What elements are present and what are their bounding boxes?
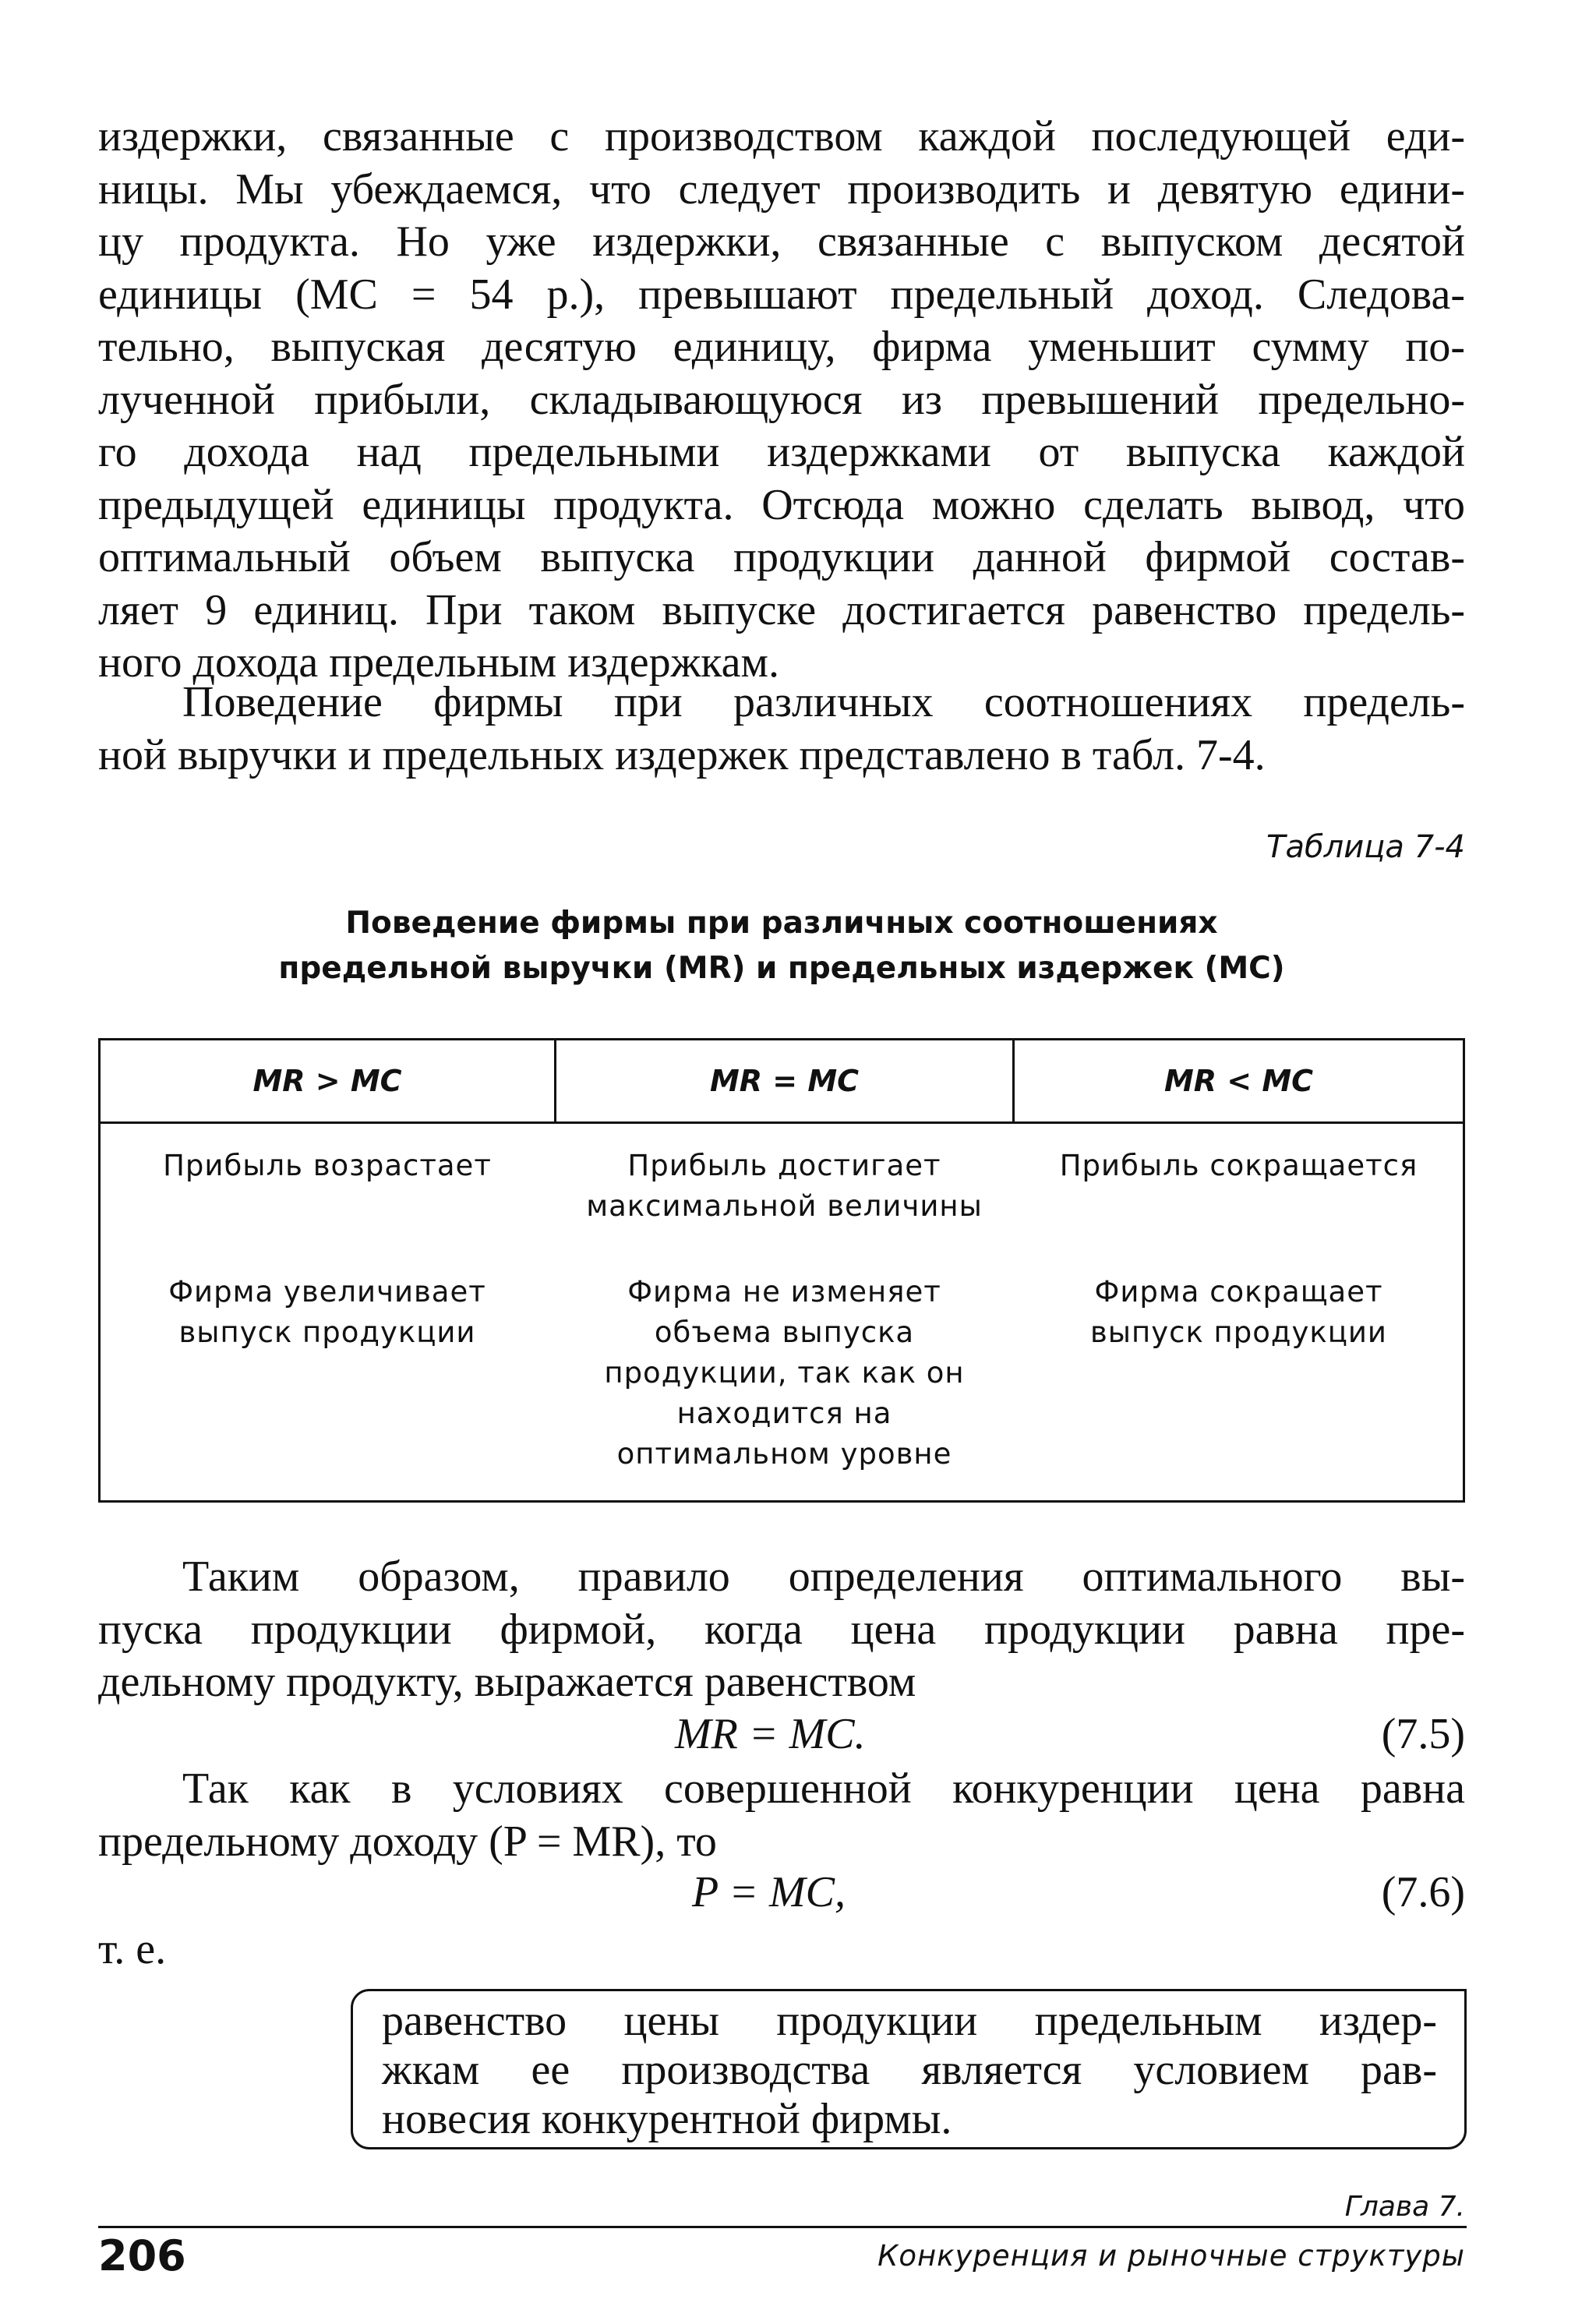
table-header-cell: MR = MC bbox=[709, 1064, 860, 1098]
text-line: предельному доходу (P = MR), то bbox=[98, 1817, 717, 1866]
table-title-line: предельной выручки (MR) и предельных издержек (MC) bbox=[278, 951, 1285, 986]
paragraph-3 bbox=[98, 1551, 1465, 1709]
table-cell bbox=[556, 1272, 1012, 1475]
text-line: предыдущей единицы продукта. Отсюда можно сделать вывод, что bbox=[98, 480, 1465, 529]
text-line: пуска продукции фирмой, когда цена продукции равна пре- bbox=[98, 1605, 1465, 1654]
table-header-row bbox=[101, 1040, 1463, 1124]
text-line: жкам ее производства является условием рав- bbox=[382, 2046, 1437, 2094]
cell-line: Прибыль сокращается bbox=[1059, 1149, 1418, 1182]
text-line: дельному продукту, выражается равенством bbox=[98, 1658, 916, 1706]
text-line: равенство цены продукции предельным издер- bbox=[382, 1997, 1437, 2045]
table-cell bbox=[101, 1272, 554, 1353]
cell-line: выпуск продукции bbox=[1090, 1316, 1387, 1349]
text-line: лученной прибыли, складывающуюся из превышений предельно- bbox=[98, 375, 1465, 424]
table-header-cell: MR < MC bbox=[1163, 1064, 1314, 1098]
text-line: Так как в условиях совершенной конкуренции цена равна bbox=[182, 1764, 1465, 1813]
cell-line: максимальной величины bbox=[586, 1189, 983, 1223]
cell-line: оптимальном уровне bbox=[616, 1437, 952, 1471]
text-line: оптимальный объем выпуска продукции данной фирмой состав- bbox=[98, 533, 1465, 581]
cell-line: объема выпуска bbox=[654, 1316, 915, 1349]
cell-line: выпуск продукции bbox=[178, 1316, 476, 1349]
cell-line: Прибыль возрастает bbox=[163, 1149, 492, 1182]
table-label: Таблица 7-4 bbox=[1266, 829, 1465, 865]
cell-line: Прибыль достигает bbox=[627, 1149, 941, 1182]
text-line: ляет 9 единиц. При таком выпуске достигается равенство предель- bbox=[98, 585, 1465, 634]
footer-chapter-title: Конкуренция и рыночные структуры bbox=[877, 2239, 1465, 2273]
cell-line: находится на bbox=[676, 1397, 892, 1430]
table-cell bbox=[1015, 1272, 1463, 1353]
table-cell bbox=[1015, 1146, 1463, 1186]
equation-number: (7.6) bbox=[1381, 1868, 1465, 1916]
text-line: ного дохода предельным издержкам. bbox=[98, 638, 779, 687]
rule-box-text bbox=[382, 1997, 1437, 2144]
paragraph-1 bbox=[98, 111, 1465, 690]
footer-divider bbox=[98, 2226, 1467, 2228]
text-line: Поведение фирмы при различных соотношениях предель- bbox=[182, 678, 1465, 726]
page-number: 206 bbox=[98, 2231, 186, 2280]
text-line: Таким образом, правило определения оптимального вы- bbox=[182, 1552, 1465, 1601]
equation-formula: P = MC, bbox=[692, 1868, 846, 1916]
table-header-cell: MR > MC bbox=[252, 1064, 402, 1098]
text-line: новесия конкурентной фирмы. bbox=[382, 2095, 952, 2143]
paragraph-2 bbox=[98, 676, 1465, 782]
text-line: го дохода над предельными издержками от выпуска каждой bbox=[98, 428, 1465, 476]
text-line: тельно, выпуская десятую единицу, фирма уменьшит сумму по- bbox=[98, 323, 1465, 371]
cell-line: продукции, так как он bbox=[604, 1356, 965, 1390]
text-line: ной выручки и предельных издержек представлено в табл. 7-4. bbox=[98, 730, 1266, 779]
table-cell bbox=[556, 1146, 1012, 1227]
te-abbreviation: т. е. bbox=[98, 1925, 167, 1973]
text-line: цу продукта. Но уже издержки, связанные с выпуском десятой bbox=[98, 217, 1465, 266]
text-line: ницы. Мы убеждаемся, что следует производить и девятую едини- bbox=[98, 164, 1465, 214]
text-line: единицы (MC = 54 р.), превышают предельный доход. Следова- bbox=[98, 270, 1465, 319]
equation-number: (7.5) bbox=[1381, 1710, 1465, 1758]
table-title bbox=[98, 901, 1465, 991]
footer-chapter: Глава 7. bbox=[1344, 2191, 1465, 2223]
cell-line: Фирма не изменяет bbox=[627, 1275, 941, 1309]
cell-line: Фирма увеличивает bbox=[168, 1275, 486, 1309]
equation-formula: MR = MC. bbox=[675, 1710, 866, 1758]
comparison-table bbox=[98, 1038, 1465, 1503]
table-cell bbox=[101, 1146, 554, 1186]
cell-line: Фирма сокращает bbox=[1094, 1275, 1383, 1309]
paragraph-4 bbox=[98, 1763, 1465, 1868]
text-line: издержки, связанные с производством каждой последующей еди- bbox=[98, 112, 1465, 161]
table-title-line: Поведение фирмы при различных соотношениях bbox=[345, 906, 1218, 941]
